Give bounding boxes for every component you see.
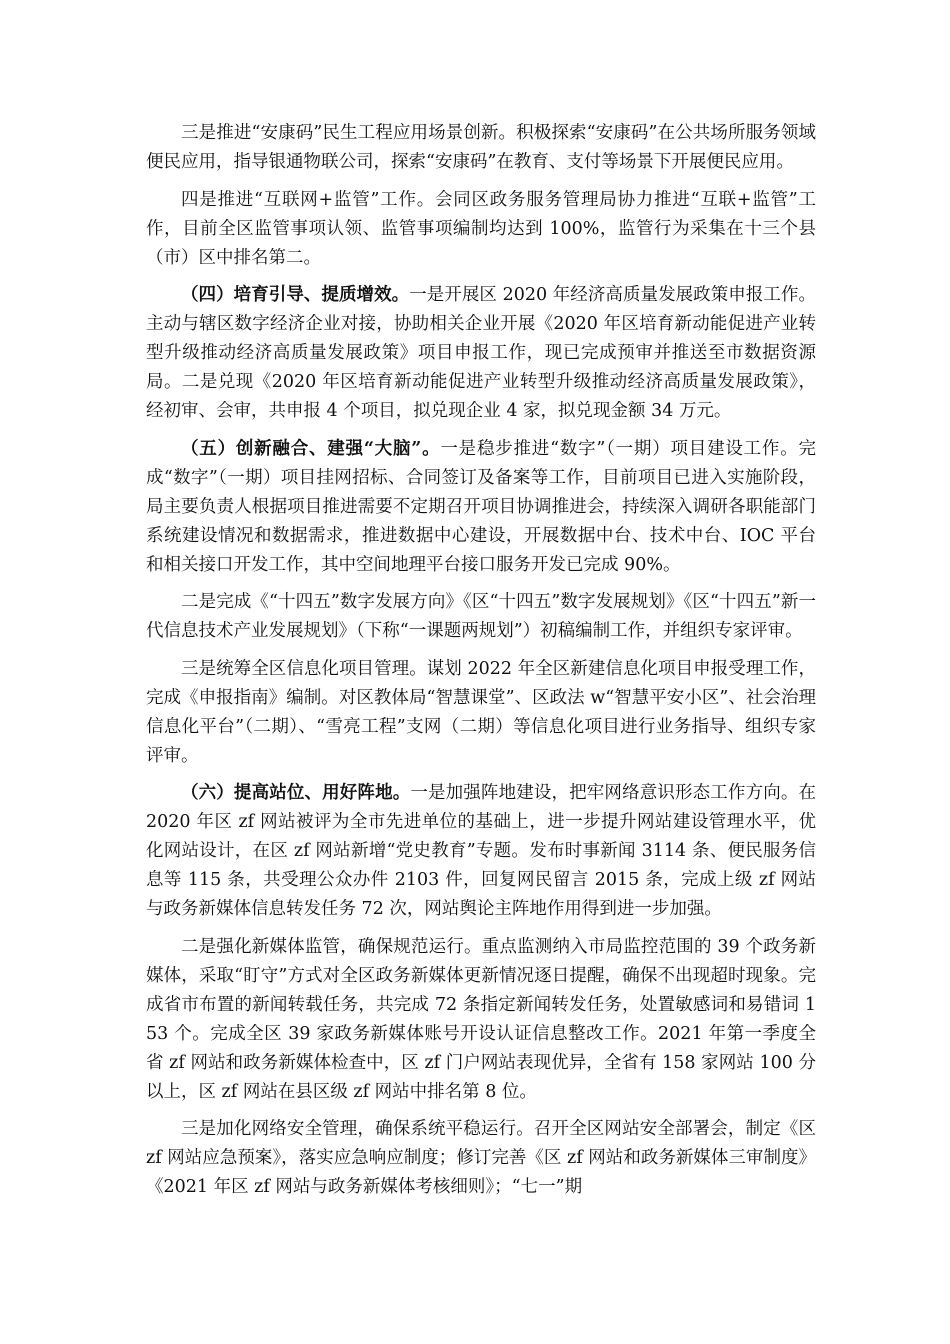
paragraph-1	[146, 119, 816, 177]
paragraph-text: 二是强化新媒体监管，确保规范运行。重点监测纳入市局监控范围的 39 个政务新媒体，采取“盯守”方式对全区政务新媒体更新情况逐日提醒，确保不出现超时现象。完成省市布置的新闻转载任务，共完成 72 条指定新闻转发任务，处置敏感词和易错词 153 个。完成全区 39 家政务新媒体账号开设认证信息整改工作。2021 年第一季度全省 zf 网站和政务新媒体检查中，区 zf 门户网站表现优异，全省有 158 家网站 100 分以上，区 zf 网站在县区级 zf 网站中排名第 8 位。	[146, 936, 816, 1102]
section-4-paragraph	[146, 281, 816, 426]
paragraph-text: 一是稳步推进“数字”（一期）项目建设工作。完成“数字”（一期）项目挂网招标、合同签订及备案等工作，目前项目已进入实施阶段，局主要负责人根据项目推进需要不定期召开项目协调推进会，持续深入调研各职能部门系统建设情况和数据需求，推进数据中心建设，开展数据中台、技术中台、IOC 平台和相关接口开发工作，其中空间地理平台接口服务开发已完成 90%。	[146, 438, 816, 575]
paragraph-text: 一是开展区 2020 年经济高质量发展政策申报工作。主动与辖区数字经济企业对接，协助相关企业开展《2020 年区培育新动能促进产业转型升级推动经济高质量发展政策》项目申报工作，现已完成预审并推送至市数据资源局。二是兑现《2020 年区培育新动能促进产业转型升级推动经济高质量发展政策》，经初审、会审，共申报 4 个项目，拟兑现企业 4 家，拟兑现金额 34 万元。	[146, 285, 816, 421]
section-heading: （五）创新融合、建强“大脑”。	[181, 438, 441, 459]
paragraph-6	[146, 655, 816, 771]
paragraph-5	[146, 588, 816, 646]
paragraph-9	[146, 1115, 816, 1202]
paragraph-text: 三是加化网络安全管理，确保系统平稳运行。召开全区网站安全部署会，制定《区 zf 网站应急预案》，落实应急响应制度；修订完善《区 zf 网站和政务新媒体三审制度》《2021 年区 zf 网站与政务新媒体考核细则》；“七一”期	[146, 1119, 816, 1197]
section-heading: （四）培育引导、提质增效。	[181, 285, 410, 305]
paragraph-text: 三是统筹全区信息化项目管理。谋划 2022 年全区新建信息化项目申报受理工作，完成《申报指南》编制。对区教体局“智慧课堂”、区政法 w“智慧平安小区”、社会治理信息化平台”（二期）、“雪亮工程”支网（二期）等信息化项目进行业务指导、组织专家评审。	[146, 658, 816, 766]
paragraph-text: 二是完成《“十四五”数字发展方向》《区“十四五”数字发展规划》《区“十四五”新一代信息技术产业发展规划》（下称“一课题两规划”）初稿编制工作，并组织专家评审。	[146, 592, 816, 641]
section-6-paragraph	[146, 779, 816, 924]
section-5-paragraph	[146, 435, 816, 580]
paragraph-text: 三是推进“安康码”民生工程应用场景创新。积极探索“安康码”在公共场所服务领域便民应用，指导银通物联公司，探索“安康码”在教育、支付等场景下开展便民应用。	[146, 123, 816, 172]
paragraph-text: 一是加强阵地建设，把牢网络意识形态工作方向。在 2020 年区 zf 网站被评为全市先进单位的基础上，进一步提升网站建设管理水平，优化网站设计，在区 zf 网站新增“党史教育”专题。发布时事新闻 3114 条、便民服务信息等 115 条，共受理公众办件 2103 件，回复网民留言 2015 条，完成上级 zf 网站与政务新媒体信息转发任务 72 次，网站舆论主阵地作用得到进一步加强。	[146, 783, 817, 919]
paragraph-2	[146, 186, 816, 273]
section-heading: （六）提高站位、用好阵地。	[181, 783, 411, 803]
paragraph-8	[146, 933, 816, 1107]
paragraph-text: 四是推进“互联网+监管”工作。会同区政务服务管理局协力推进“互联+监管”工作，目前全区监管事项认领、监管事项编制均达到 100%，监管行为采集在十三个县（市）区中排名第二。	[146, 189, 816, 268]
document-body	[146, 119, 816, 1211]
